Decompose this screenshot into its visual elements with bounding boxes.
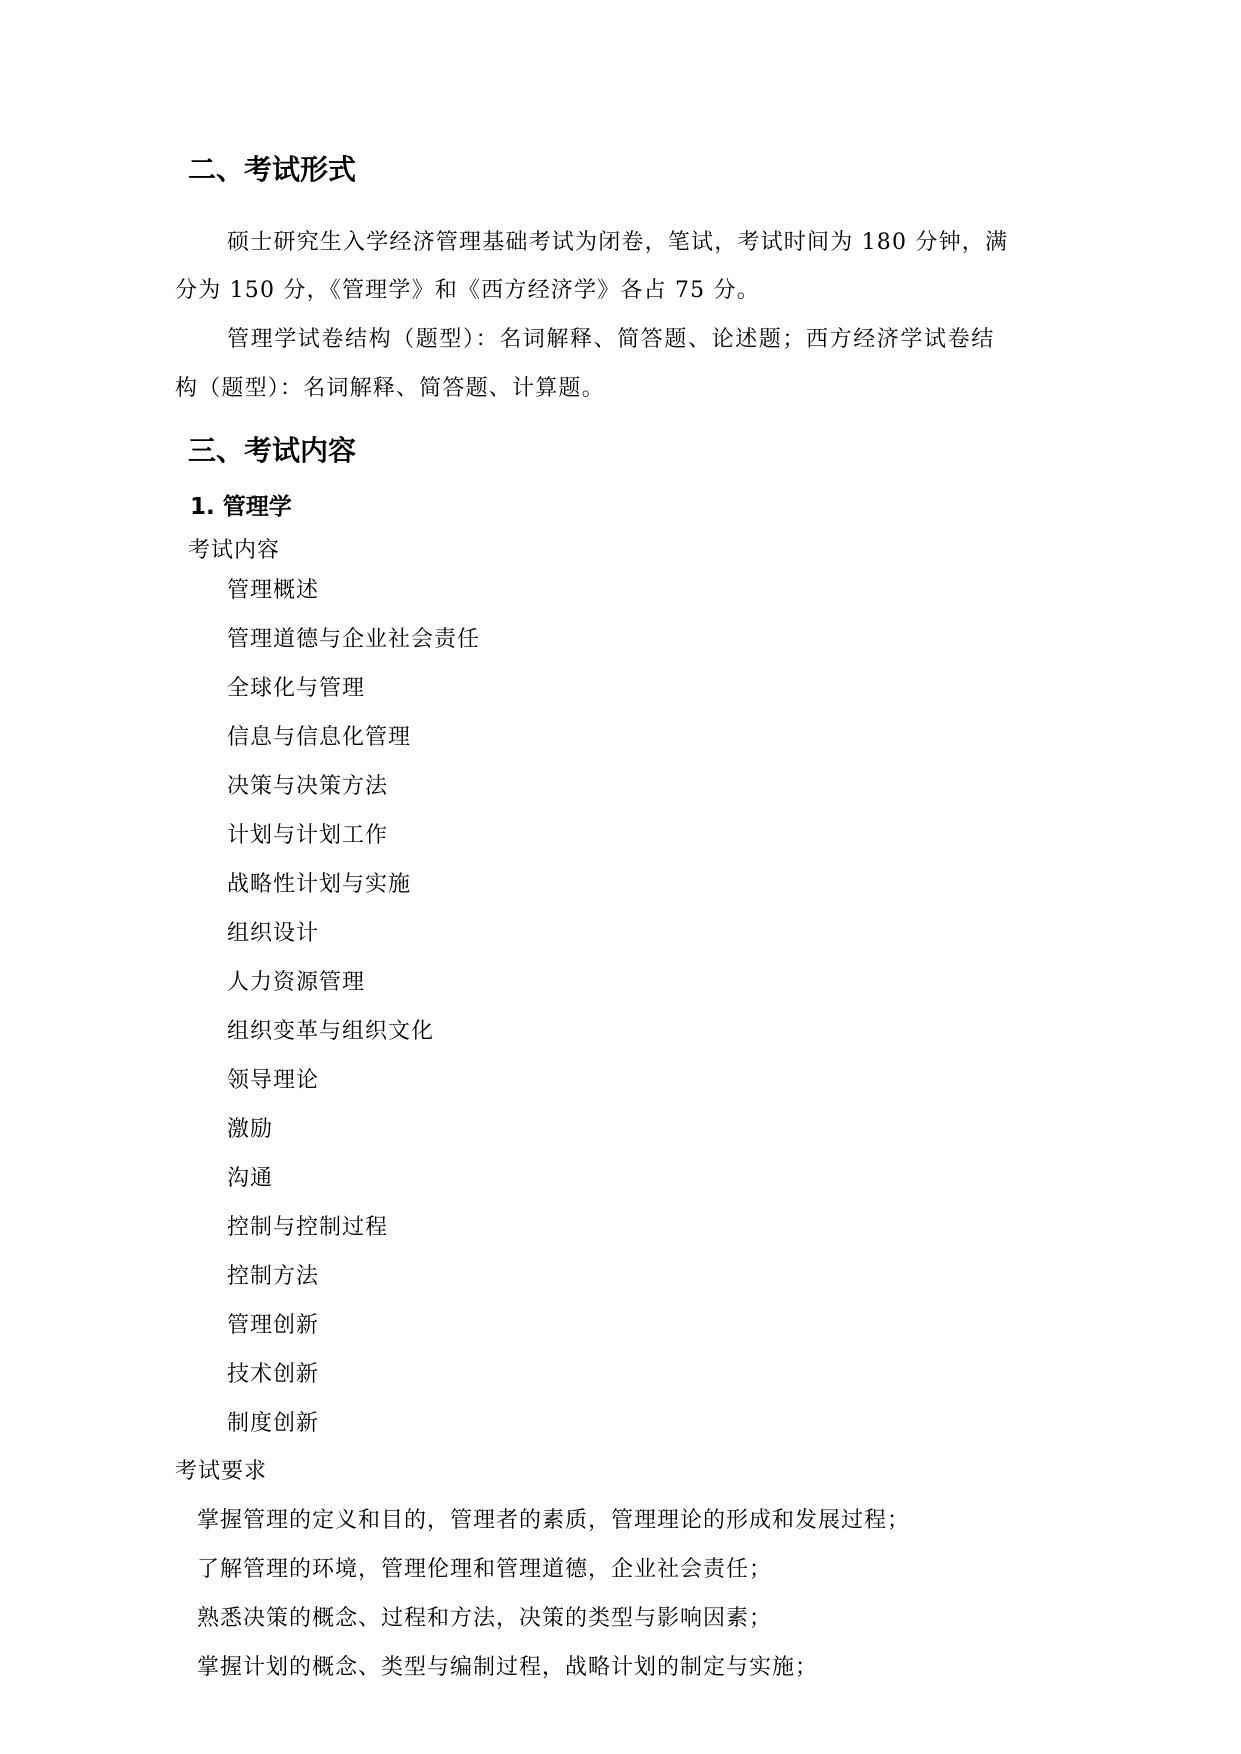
list-item: 控制与控制过程	[227, 1215, 389, 1240]
list-item: 信息与信息化管理	[227, 725, 412, 750]
list-item: 管理创新	[227, 1313, 320, 1338]
section-heading-exam-content: 三、考试内容	[188, 434, 357, 467]
list-item: 组织变革与组织文化	[227, 1019, 435, 1044]
list-item: 激励	[227, 1117, 274, 1142]
list-item: 技术创新	[227, 1362, 320, 1387]
list-item: 管理道德与企业社会责任	[227, 627, 481, 652]
list-item: 计划与计划工作	[227, 823, 389, 848]
list-item: 管理概述	[227, 578, 320, 603]
paragraph-exam-structure-line-1: 管理学试卷结构（题型）：名词解释、简答题、论述题；西方经济学试卷结	[227, 327, 995, 352]
requirement-item: 掌握计划的概念、类型与编制过程，战略计划的制定与实施；	[197, 1655, 819, 1680]
paragraph-exam-format-line-2: 分为 150 分，《管理学》和《西方经济学》各占 75 分。	[175, 278, 760, 303]
requirement-item: 了解管理的环境，管理伦理和管理道德，企业社会责任；	[197, 1557, 773, 1582]
list-item: 制度创新	[227, 1411, 320, 1436]
paragraph-exam-structure-line-2: 构（题型）：名词解释、简答题、计算题。	[175, 376, 605, 401]
list-item: 组织设计	[227, 921, 320, 946]
section-heading-exam-format: 二、考试形式	[188, 153, 357, 186]
list-item: 全球化与管理	[227, 676, 366, 701]
requirement-item: 掌握管理的定义和目的，管理者的素质，管理理论的形成和发展过程；	[197, 1508, 911, 1533]
requirement-item: 熟悉决策的概念、过程和方法，决策的类型与影响因素；	[197, 1606, 773, 1631]
list-item: 沟通	[227, 1166, 274, 1191]
label-exam-content: 考试内容	[188, 538, 281, 563]
list-item: 领导理论	[227, 1068, 320, 1093]
list-item: 战略性计划与实施	[227, 872, 412, 897]
list-item: 人力资源管理	[227, 970, 366, 995]
list-item: 控制方法	[227, 1264, 320, 1289]
label-exam-requirements: 考试要求	[175, 1459, 268, 1484]
paragraph-exam-format-line-1: 硕士研究生入学经济管理基础考试为闭卷，笔试，考试时间为 180 分钟，满	[227, 230, 1009, 255]
subheading-management: 1. 管理学	[190, 494, 292, 520]
list-item: 决策与决策方法	[227, 774, 389, 799]
